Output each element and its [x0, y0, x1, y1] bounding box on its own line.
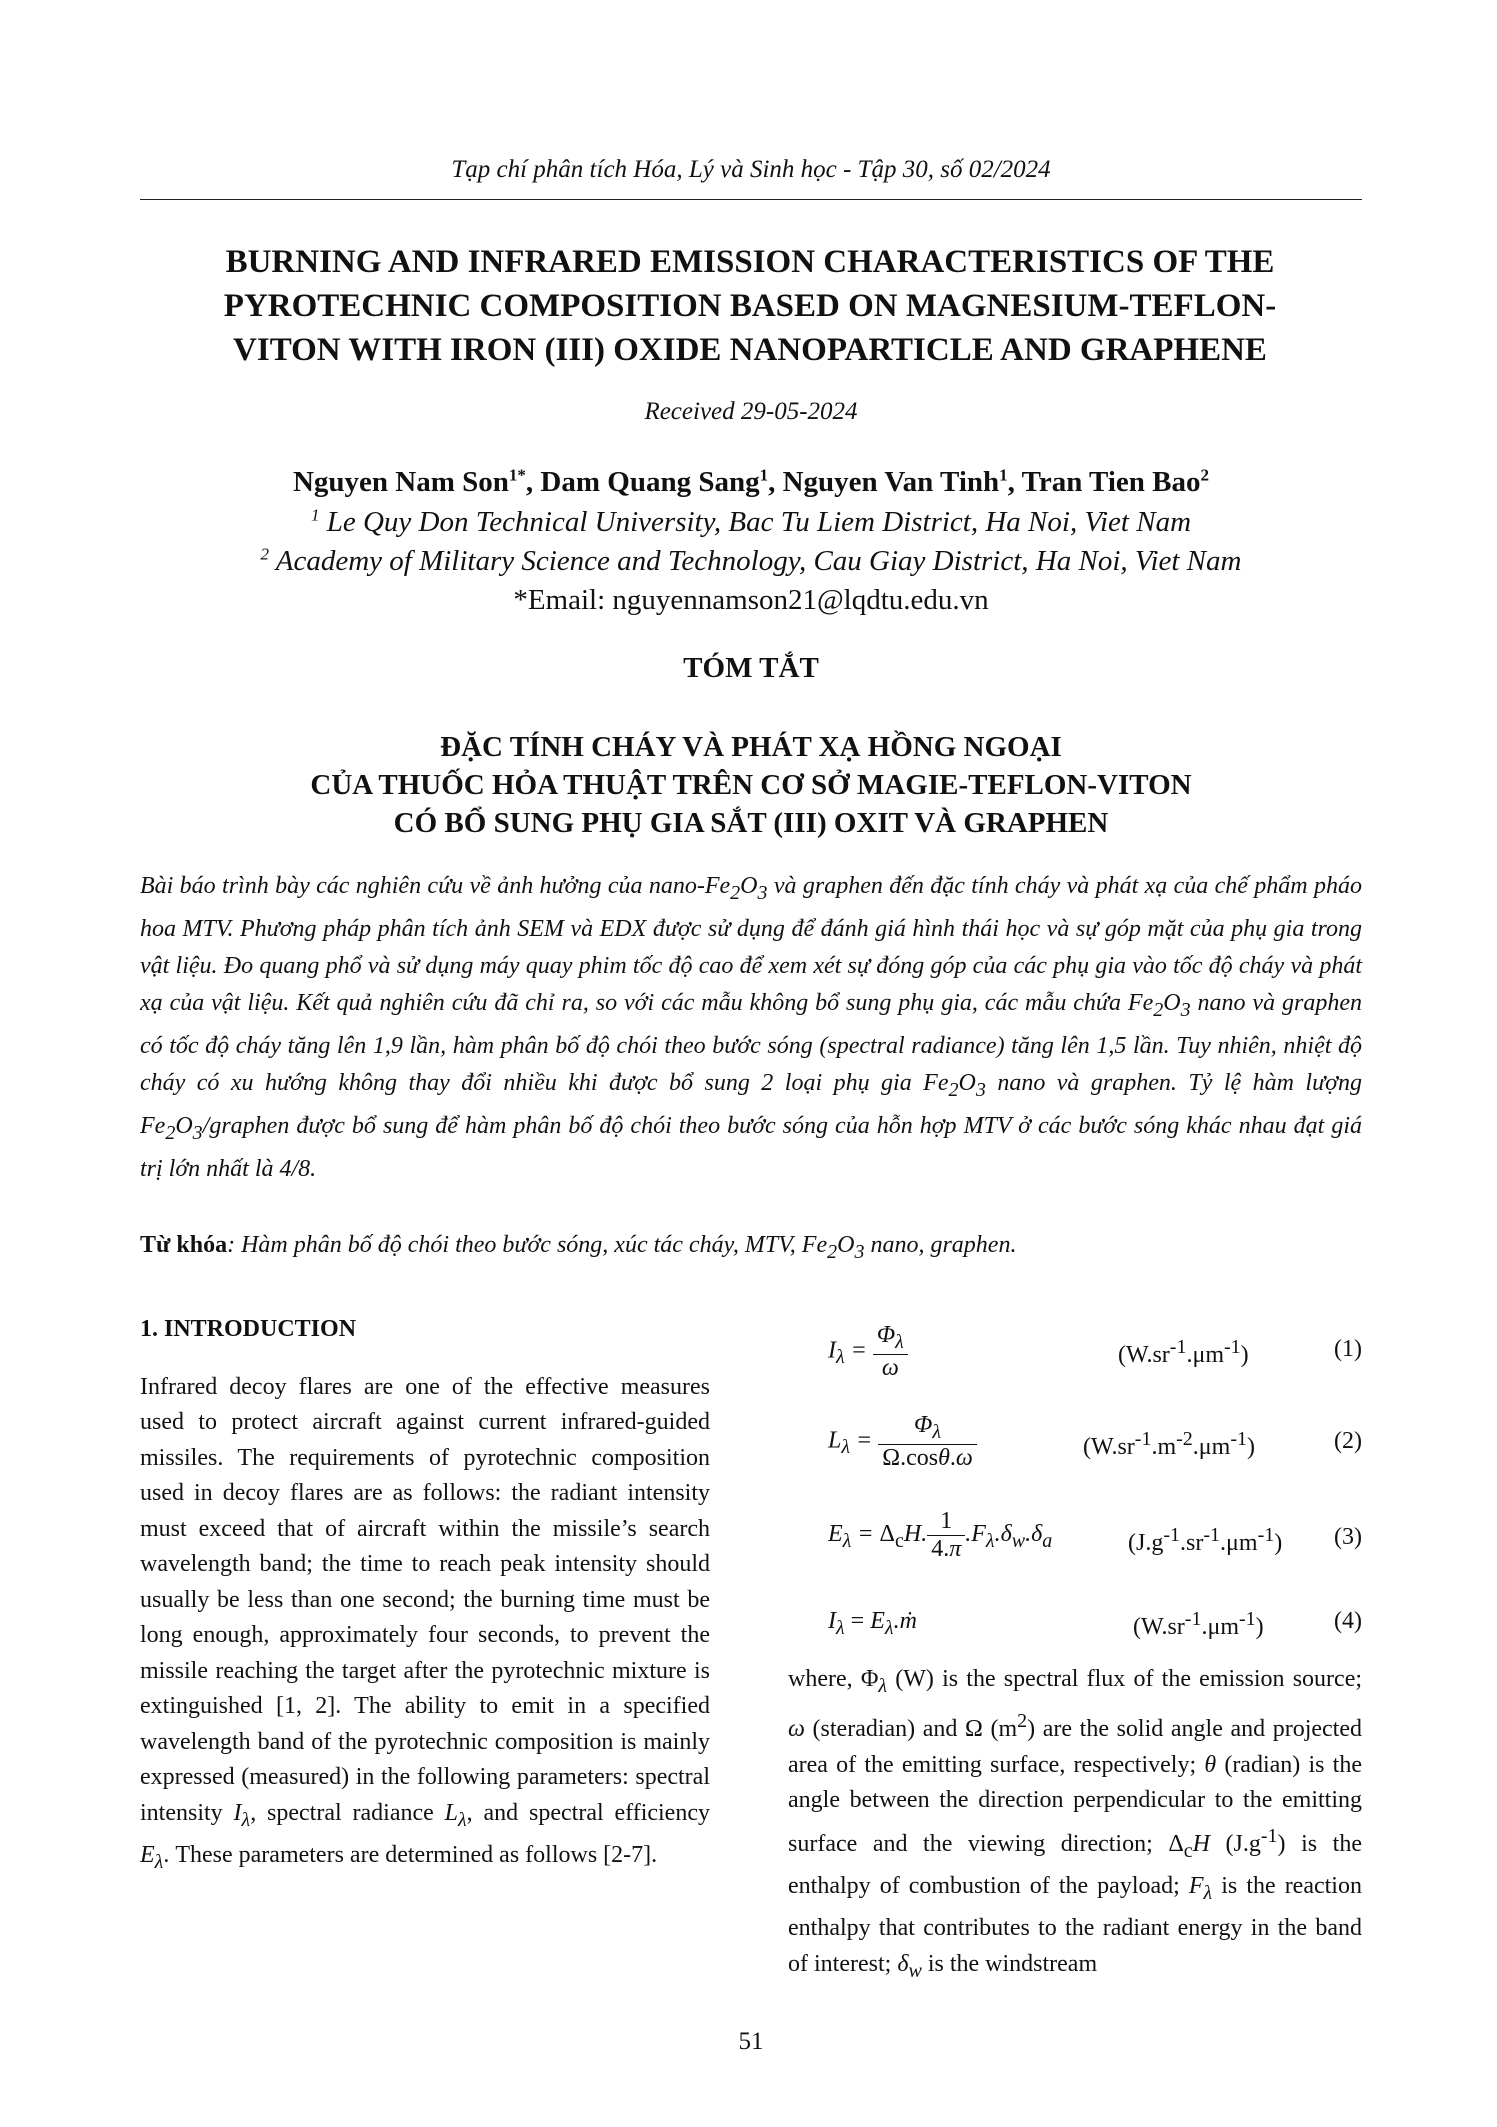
abstract-heading: TÓM TẮT	[683, 652, 819, 684]
received-date: Received 29-05-2024	[644, 398, 858, 425]
author-list	[140, 466, 1362, 499]
equation-unit: $(J.g^{-1}.sr^{-1}.\mu m^{-1})$	[1128, 1524, 1283, 1556]
abstract-fragment: nano và graphen có tốc độ cháy tăng lên 1,9 lần, hàm phân bố độ chói theo bước sóng (spectral radiance) tăng lên 1,5 lần. Tuy nhiên, nhiệt độ cháy có xu hướng không thay đổi nhiều khi được bổ sung 2 loại phụ gia Fe	[140, 989, 1362, 1096]
definitions-paragraph: where, $\Phi_\lambda$ (W) is the spectral flux of the emission source; ω (steradian) and Ω $(m^2)$ are the solid angle and projected area of the emitting surface, respectively; θ (radian) is the angle between the direction perpendicular to the emitting surface and the viewing direction; $\Delta_cH$ $(J.g^{-1})$ is the enthalpy of combustion of the payload; $F_\lambda$ is the reaction enthalpy that contributes to the radiant energy in the band of interest; $\delta_w$ is the windstream	[788, 1666, 1363, 1982]
abstract-fragment: nano và graphen. Tỷ lệ hàm lượng Fe	[140, 1069, 1362, 1139]
affiliation-1	[140, 506, 1362, 539]
vn-title-line: CÓ BỔ SUNG PHỤ GIA SẮT (III) OXIT VÀ GRAPHEN	[393, 807, 1109, 839]
equation-unit: $(W.sr^{-1}.m^{-2}.\mu m^{-1})$	[1083, 1428, 1256, 1460]
right-column-text	[788, 1662, 1362, 1989]
section-heading: 1. INTRODUCTION	[140, 1316, 357, 1342]
vietnamese-title	[140, 728, 1362, 842]
def-fragment: is the windstream	[921, 1950, 1098, 1977]
affiliation-text: Academy of Military Science and Technology, Cau Giay District, Ha Noi, Viet Nam	[269, 545, 1242, 577]
affiliation-mark: 1	[310, 505, 320, 525]
affiliation-text: Le Quy Don Technical University, Bac Tu Liem District, Ha Noi, Viet Nam	[319, 506, 1192, 538]
abstract-fragment: /graphen được bổ sung để hàm phân bố độ chói theo bước sóng của hỗn hợp MTV ở các bước sóng khác nhau đạt giá trị lớn nhất là 4/8.	[140, 1112, 1362, 1183]
def-fragment: ) are the solid angle and projected area of the emitting surface, respectively;	[788, 1716, 1362, 1778]
equation-number: (2)	[1334, 1428, 1362, 1454]
introduction-paragraph: Infrared decoy flares are one of the effective measures used to protect aircraft against current infrared-guided missiles. The requirements of pyrotechnic composition used in decoy flares are as follows: the radiant intensity must exceed that of aircraft within the missile’s search wavelength band; the time to reach peak intensity should usually be less than one second; the burning time must be long enough, approximately four seconds, to prevent the missile reaching the target after the pyrotechnic mixture is extinguished [1, 2]. The ability to emit in a specified wavelength band of the pyrotechnic composition is mainly expressed (measured) in the following parameters: spectral intensity $I_\lambda$, spectral radiance $L_\lambda$, and spectral efficiency $E_\lambda$. These parameters are determined as follows [2-7].	[140, 1373, 710, 1873]
equation-3: $E_\lambda = \Delta_cH$. $\frac{1}{4.\pi}$ $.F_\lambda.\delta_w.\delta_a$ $(J.g^{-1}.sr^{-1}.\mu m^{-1})$ (3)	[828, 1508, 1362, 1562]
equation-1: $I_\lambda$ = $\frac{\Phi_\lambda}{\omega}$ $(W.sr^{-1}.\mu m^{-1})$ (1)	[828, 1322, 1362, 1381]
equation-unit: $(W.sr^{-1}.\mu m^{-1})$	[1118, 1336, 1249, 1368]
author-affiliation-mark: 1	[759, 465, 769, 485]
vn-title-line: ĐẶC TÍNH CHÁY VÀ PHÁT XẠ HỒNG NGOẠI	[440, 731, 1062, 763]
title-line: PYROTECHNIC COMPOSITION BASED ON MAGNESIUM-TEFLON-	[223, 288, 1277, 324]
equation-4: $I_\lambda$ = $E_\lambda.ṁ$ $(W.sr^{-1}.\mu m^{-1})$ (4)	[828, 1608, 1362, 1640]
intro-fragment: , spectral radiance	[250, 1799, 445, 1826]
equation-2: $L_\lambda$ = $\frac{\Phi_\lambda}{\Omega.\cos\theta.\omega}$ $(W.sr^{-1}.m^{-2}.\mu m^{-1})$ (2)	[828, 1412, 1362, 1471]
author-separator: ,	[768, 466, 783, 498]
left-column	[140, 1312, 710, 1880]
header-rule	[140, 199, 1362, 200]
author-name: Nguyen Nam Son	[292, 466, 509, 498]
author-affiliation-mark: 2	[1200, 465, 1210, 485]
equation-number: (1)	[1334, 1336, 1362, 1362]
keywords-text: : Hàm phân bố độ chói theo bước sóng, xúc tác cháy, MTV, Fe	[227, 1232, 828, 1258]
author-name: Nguyen Van Tinh	[782, 466, 1000, 498]
vn-title-line: CỦA THUỐC HỎA THUẬT TRÊN CƠ SỞ MAGIE-TEFLON-VITON	[310, 769, 1192, 801]
affiliation-mark: 2	[260, 544, 270, 564]
abstract-fragment: và graphen đến đặc tính cháy và phát xạ của chế phẩm pháo hoa MTV. Phương pháp phân tích ảnh SEM và EDX được sử dụng để đánh giá hình thái học và sự góp mặt của phụ gia trong vật liệu. Đo quang phổ và sử dụng máy quay phim tốc độ cao để xem xét sự đóng góp của các phụ gia vào tốc độ cháy và phát xạ của vật liệu. Kết quả nghiên cứu đã chỉ ra, so với các mẫu không bổ sung phụ gia, các mẫu chứa Fe	[140, 873, 1362, 1016]
abstract-fragment: Bài báo trình bày các nghiên cứu về ảnh hưởng của nano-Fe	[140, 873, 731, 899]
def-fragment: is the reaction enthalpy that contributes to the radiant energy in the band of interest;	[788, 1873, 1362, 1977]
affiliation-2	[140, 545, 1362, 578]
author-affiliation-mark: 1	[999, 465, 1008, 485]
intro-fragment: , and spectral efficiency	[466, 1799, 710, 1826]
corresponding-email: *Email: nguyennamson21@lqdtu.edu.vn	[513, 584, 989, 616]
author-separator: ,	[525, 466, 541, 498]
def-fragment: (W) is the spectral flux of the emission source;	[887, 1666, 1363, 1692]
title-line: VITON WITH IRON (III) OXIDE NANOPARTICLE AND GRAPHENE	[233, 332, 1267, 368]
def-fragment: (steradian) and Ω (m	[804, 1716, 1018, 1743]
equation-unit: $(W.sr^{-1}.\mu m^{-1})$	[1133, 1608, 1264, 1640]
def-fragment: (radian) is the angle between the direction perpendicular to the emitting surface and the viewing direction; Δ	[788, 1751, 1362, 1857]
paper-title	[150, 240, 1350, 372]
keywords-label: Từ khóa	[140, 1232, 228, 1258]
keywords-text: nano, graphen.	[864, 1232, 1017, 1258]
def-fragment: (J.g	[1209, 1830, 1261, 1857]
intro-fragment: . These parameters are determined as follows [2-7].	[163, 1841, 658, 1868]
def-fragment: where, Φ	[788, 1666, 879, 1692]
equation-number: (4)	[1334, 1608, 1362, 1634]
def-fragment: ) is the enthalpy of combustion of the payload;	[788, 1830, 1362, 1900]
title-line: BURNING AND INFRARED EMISSION CHARACTERISTICS OF THE	[225, 244, 1275, 280]
author-name: Dam Quang Sang	[540, 466, 760, 498]
page-number: 51	[738, 2028, 764, 2055]
abstract-text: Bài báo trình bày các nghiên cứu về ảnh hưởng của nano-$Fe_2O_3$ và graphen đến đặc tính cháy và phát xạ của chế phẩm pháo hoa MTV. Phương pháp phân tích ảnh SEM và EDX được sử dụng để đánh giá hình thái học và sự góp mặt của phụ gia trong vật liệu. Đo quang phổ và sử dụng máy quay phim tốc độ cao để xem xét sự đóng góp của các phụ gia vào tốc độ cháy và phát xạ của vật liệu. Kết quả nghiên cứu đã chỉ ra, so với các mẫu không bổ sung phụ gia, các mẫu chứa $Fe_2O_3$ nano và graphen có tốc độ cháy tăng lên 1,9 lần, hàm phân bố độ chói theo bước sóng (spectral radiance) tăng lên 1,5 lần. Tuy nhiên, nhiệt độ cháy có xu hướng không thay đổi nhiều khi được bổ sung 2 loại phụ gia $Fe_2O_3$ nano và graphen. Tỷ lệ hàm lượng $Fe_2O_3$/graphen được bổ sung để hàm phân bố độ chói theo bước sóng của hỗn hợp MTV ở các bước sóng khác nhau đạt giá trị lớn nhất là 4/8.	[140, 873, 1362, 1183]
author-affiliation-mark: 1*	[508, 465, 526, 485]
author-separator: ,	[1007, 466, 1022, 498]
intro-fragment: Infrared decoy flares are one of the effective measures used to protect aircraft against current infrared-guided missiles. The requirements of pyrotechnic composition used in decoy flares are as follows: the radiant intensity must exceed that of aircraft within the missile’s search wavelength band; the time to reach peak intensity should usually be less than one second; the burning time must be long enough, approximately four seconds, to prevent the missile reaching the target after the pyrotechnic mixture is extinguished [1, 2]. The ability to emit in a specified wavelength band of the pyrotechnic composition is mainly expressed (measured) in the following parameters: spectral intensity	[140, 1373, 710, 1826]
keywords: Từ khóa: Hàm phân bố độ chói theo bước sóng, xúc tác cháy, MTV, $Fe_2O_3$ nano, graphen.	[140, 1232, 1017, 1263]
author-name: Tran Tien Bao	[1021, 466, 1201, 498]
equation-number: (3)	[1334, 1524, 1362, 1550]
journal-header: Tạp chí phân tích Hóa, Lý và Sinh học - Tập 30, số 02/2024	[451, 156, 1051, 183]
